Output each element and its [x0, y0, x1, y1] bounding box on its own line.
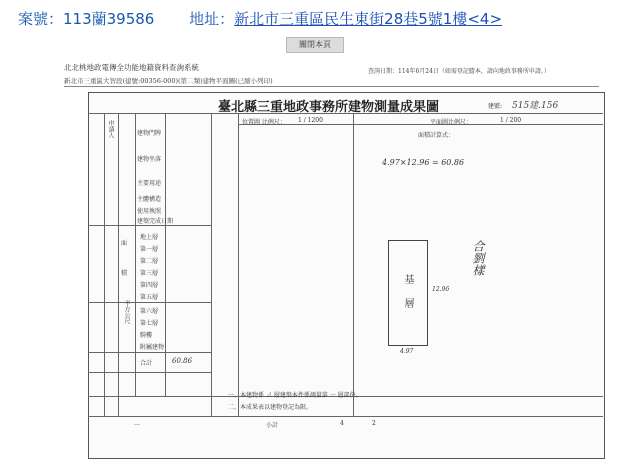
area-row-total: 合計	[140, 360, 153, 367]
footer-cell: …	[134, 420, 140, 427]
form-line	[88, 416, 603, 417]
area-row-7f: 第七層	[140, 320, 159, 327]
footer-cell: 小計	[266, 422, 279, 429]
area-row-arcade: 騎樓	[140, 332, 153, 339]
address-link[interactable]: 新北市三重區民生東街28巷5號1樓	[234, 10, 468, 28]
query-date: 查詢日期：114年6月24日（如需登記謄本，請向地政事務所申請。）	[368, 68, 550, 75]
form-line	[88, 372, 211, 373]
area-row-3f: 第三層	[140, 270, 159, 277]
surveyor-signature: 合劉樣	[471, 240, 485, 276]
address-label: 地址：	[189, 10, 235, 28]
form-line	[211, 113, 212, 416]
row-label-license: 使用執照	[137, 208, 162, 215]
building-no-label: 建號:	[488, 103, 503, 110]
document-title: 臺北縣三重地政事務所建物測量成果圖	[218, 100, 440, 115]
location-scale-value: 1 / 1200	[298, 117, 323, 124]
header-divider	[64, 86, 599, 87]
area-formula: 4.97×12.96 = 60.86	[382, 158, 465, 167]
row-label-date: 建築完成日期	[137, 218, 174, 225]
form-line	[238, 124, 603, 125]
area-total-value: 60.86	[172, 357, 193, 365]
system-subtitle: 新北市三重區大智段(建號:00356-000)(第二類)建物平面圖(已縮小列印)	[64, 77, 273, 85]
row-label-doorplate: 建物門牌	[137, 130, 162, 137]
area-row-2f: 第二層	[140, 258, 159, 265]
form-line	[238, 113, 239, 416]
location-scale-label: 位置圖 比例尺：	[242, 119, 286, 126]
area-row-5f: 第五層	[140, 294, 159, 301]
area-calc-label: 面積計算式：	[418, 132, 455, 139]
area-row-ground: 地上層	[140, 234, 159, 241]
form-line	[104, 113, 105, 416]
row-label-usage: 主要用途	[137, 180, 162, 187]
side-mark: 面	[121, 240, 128, 247]
case-number: 案號：113蘭39586	[18, 10, 155, 28]
legend-line-1: 一、本建物係 ⊿ 層建築本件係測量第 一 層部份。	[228, 392, 362, 399]
legend-line-2: 二、本成果表以建物登記為限。	[228, 404, 313, 411]
floor-label: 基層	[402, 274, 413, 322]
form-line	[165, 113, 166, 396]
side-mark: 平方公尺	[123, 300, 130, 324]
area-row-6f: 第六層	[140, 308, 159, 315]
form-line	[118, 113, 119, 416]
form-line	[88, 225, 211, 226]
area-row-annex: 附屬建物	[140, 344, 165, 351]
row-label-location: 建物坐落	[137, 156, 162, 163]
side-mark: 積	[121, 270, 128, 277]
row-label-applicant: 申請人	[107, 120, 114, 138]
case-header	[18, 8, 502, 30]
dimension-width: 4.97	[400, 348, 414, 355]
form-line	[135, 113, 136, 396]
form-line	[88, 352, 211, 353]
dimension-height: 12.96	[432, 286, 450, 293]
footer-cell: 2	[372, 420, 376, 427]
building-no-value: 515建.156	[512, 101, 559, 111]
plan-scale-label: 平面圖比例尺：	[430, 119, 473, 126]
plan-scale-value: 1 / 200	[500, 117, 522, 124]
address-suffix[interactable]: <4>	[467, 10, 503, 28]
system-title: 北北桃地政電傳全功能地籍資料查詢系統	[64, 63, 199, 72]
area-row-1f: 第一層	[140, 246, 159, 253]
row-label-structure: 主體構造	[137, 196, 162, 203]
form-line	[353, 113, 354, 416]
form-line	[88, 302, 211, 303]
area-row-4f: 第四層	[140, 282, 159, 289]
close-page-button[interactable]: 關閉本頁	[286, 37, 344, 53]
footer-cell: 4	[340, 420, 344, 427]
